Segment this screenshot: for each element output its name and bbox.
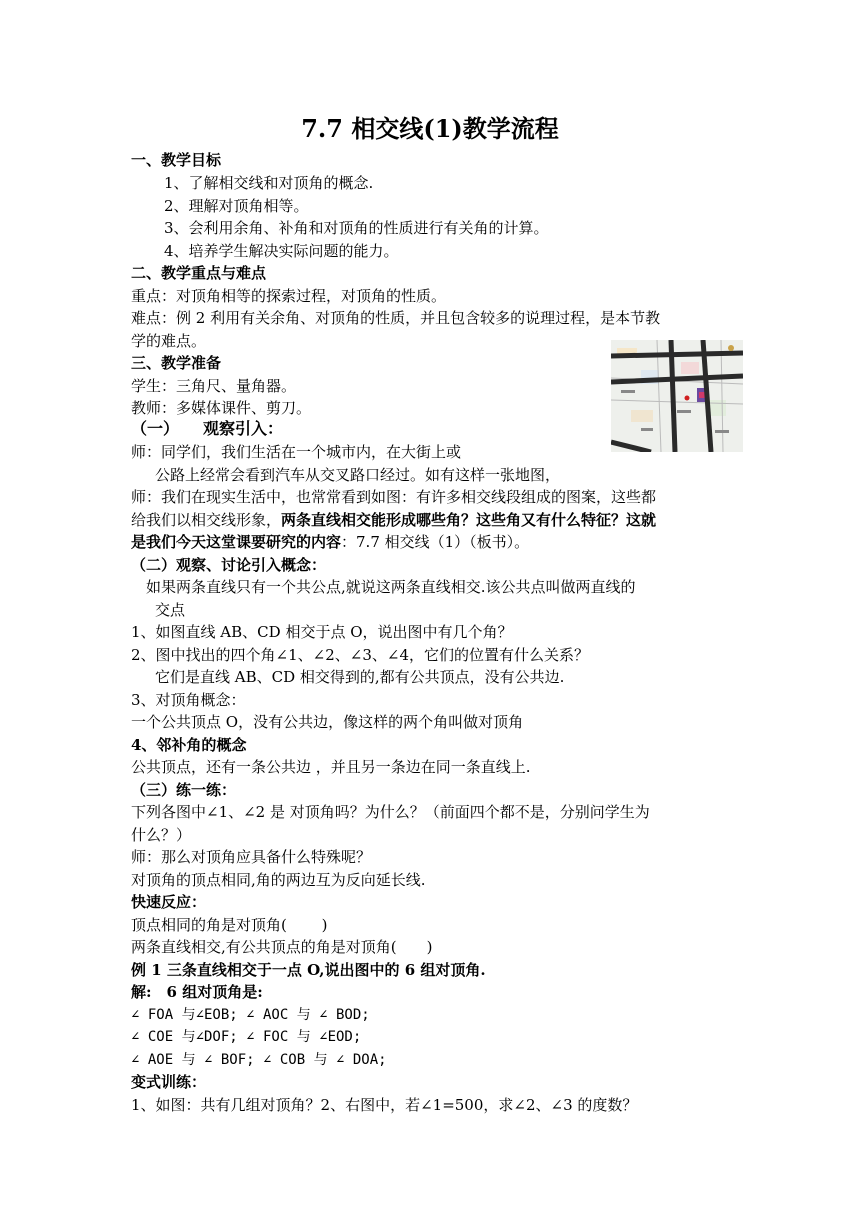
goal-item: 3、会利用余角、补角和对顶角的性质进行有关角的计算。 [164, 219, 549, 237]
paragraph: 学的难点。 [131, 332, 207, 350]
street-map-image [611, 340, 743, 452]
paragraph: 师：那么对顶角应具备什么特殊呢？ [131, 848, 372, 866]
page-title: 7.7 相交线(1)教学流程 [301, 114, 559, 143]
subsection-heading: （三）练一练： [131, 781, 237, 799]
paragraph-heading: 4、邻补角的概念 [131, 736, 247, 754]
example-heading: 例 1 三条直线相交于一点 O,说出图中的 6 组对顶角. [131, 961, 486, 979]
goal-item: 1、了解相交线和对顶角的概念. [164, 174, 374, 192]
paragraph: 公路上经常会看到汽车从交叉路口经过。如有这样一张地图， [155, 466, 561, 484]
paragraph: 重点：对顶角相等的探索过程，对顶角的性质。 [131, 287, 447, 305]
paragraph-mixed [131, 509, 656, 531]
solution-line: ∠ FOA 与∠EOB; ∠ AOC 与 ∠ BOD; [131, 1007, 370, 1023]
paragraph: 难点：例 2 利用有关余角、对顶角的性质，并且包含较多的说理过程，是本节教 [131, 309, 661, 327]
goal-item: 4、培养学生解决实际问题的能力。 [164, 242, 399, 260]
paragraph: 3、对顶角概念： [131, 691, 246, 709]
paragraph: 两条直线相交,有公共顶点的角是对顶角( ) [131, 938, 433, 956]
subsection-heading: （一） 观察引入： [131, 419, 284, 438]
paragraph-heading: 变式训练： [131, 1073, 207, 1091]
paragraph: 一个公共顶点 O，没有公共边，像这样的两个角叫做对顶角 [131, 713, 524, 731]
section-heading-keypoints: 二、教学重点与难点 [131, 264, 267, 282]
paragraph: 公共顶点，还有一条公共边 ，并且另一条边在同一条直线上. [131, 758, 531, 776]
solution-line: ∠ COE 与∠DOF; ∠ FOC 与 ∠EOD; [131, 1029, 362, 1045]
solution-line: ∠ AOE 与 ∠ BOF; ∠ COB 与 ∠ DOA; [131, 1052, 387, 1068]
paragraph: 1、如图：共有几组对顶角？2、右图中，若∠1=500，求∠2、∠3 的度数？ [131, 1096, 638, 1114]
section-heading-preparation: 三、教学准备 [131, 354, 222, 372]
paragraph: 交点 [155, 601, 186, 619]
subsection-heading: （二）观察、讨论引入概念： [131, 556, 327, 574]
goal-item: 2、理解对顶角相等。 [164, 197, 309, 215]
paragraph: 如果两条直线只有一个共公点,就说这两条直线相交.该公共点叫做两直线的 [146, 578, 636, 596]
paragraph: 学生：三角尺、量角器。 [131, 377, 297, 395]
paragraph-heading: 快速反应： [131, 893, 207, 911]
text-normal: 给我们以相交线形象， [131, 511, 282, 529]
paragraph-mixed [131, 531, 529, 553]
text-bold: 是我们今天这堂课要研究的内容 [131, 533, 342, 551]
paragraph: 师：同学们，我们生活在一个城市内，在大街上或 [131, 443, 462, 461]
section-heading-goals: 一、教学目标 [131, 151, 222, 169]
paragraph: 1、如图直线 AB、CD 相交于点 O，说出图中有几个角？ [131, 623, 513, 641]
paragraph: 下列各图中∠1、∠2 是 对顶角吗？为什么？（前面四个都不是，分别问学生为 [131, 803, 650, 821]
paragraph: 师：我们在现实生活中，也常常看到如图：有许多相交线段组成的图案，这些都 [131, 488, 657, 506]
paragraph: 顶点相同的角是对顶角( ) [131, 916, 328, 934]
solution-heading: 解: 6 组对顶角是: [131, 983, 263, 1001]
text-normal: ：7.7 相交线（1）（板书）。 [341, 533, 530, 551]
paragraph: 2、图中找出的四个角∠1、∠2、∠3、∠4，它们的位置有什么关系？ [131, 646, 589, 664]
text-bold: 两条直线相交能形成哪些角？这些角又有什么特征？这就 [281, 511, 657, 529]
paragraph: 对顶角的顶点相同,角的两边互为反向延长线. [131, 871, 426, 889]
paragraph: 它们是直线 AB、CD 相交得到的,都有公共顶点，没有公共边. [155, 668, 565, 686]
paragraph: 什么？） [131, 826, 192, 844]
paragraph: 教师：多媒体课件、剪刀。 [131, 399, 312, 417]
